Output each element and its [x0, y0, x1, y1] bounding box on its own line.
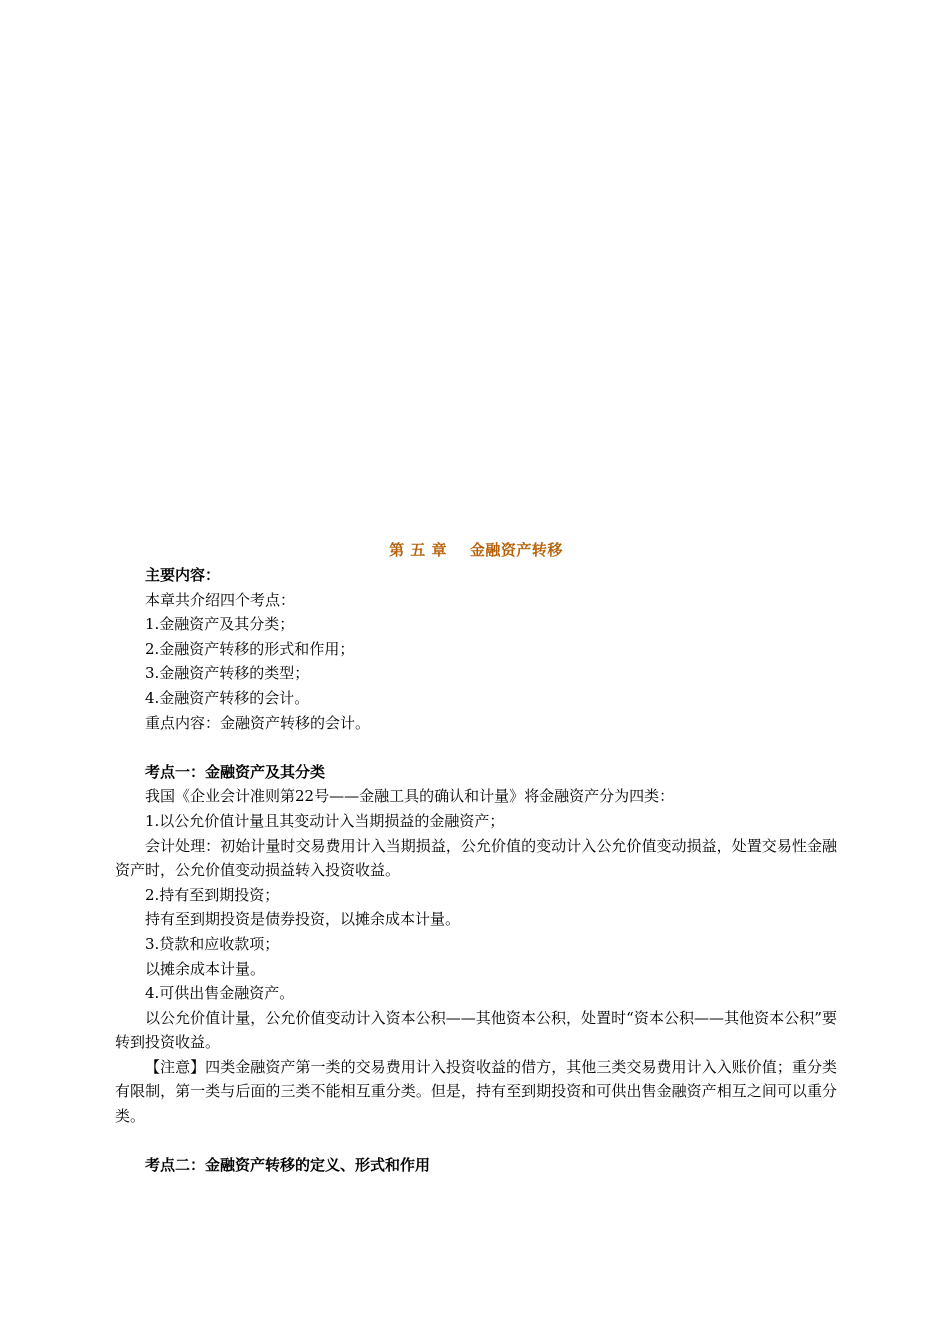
outline-item-4: 4.金融资产转移的会计。	[145, 688, 310, 707]
section1-paragraph: 以摊余成本计量。	[145, 959, 266, 978]
section1-paragraph: 1.以公允价值计量且其变动计入当期损益的金融资产；	[145, 811, 505, 830]
key-point-text: 重点内容：金融资产转移的会计。	[145, 713, 371, 732]
section2-heading: 考点二：金融资产转移的定义、形式和作用	[145, 1156, 431, 1175]
outline-item-1: 1.金融资产及其分类；	[145, 615, 295, 634]
blank-line	[115, 735, 837, 760]
section1-paragraph: 会计处理：初始计量时交易费用计入当期损益，公允价值的变动计入公允价值变动损益，处置交易性金融资产时，公允价值变动损益转入投资收益。	[115, 836, 837, 880]
section1-paragraph: 持有至到期投资是债券投资，以摊余成本计量。	[145, 910, 461, 929]
section1-paragraph: 以公允价值计量，公允价值变动计入资本公积——其他资本公积，处置时“资本公积——其他资本公积”要转到投资收益。	[115, 1008, 837, 1052]
section1-paragraph: 4.可供出售金融资产。	[145, 984, 295, 1003]
section1-paragraph: 2.持有至到期投资；	[145, 885, 280, 904]
main-content-heading: 主要内容：	[145, 566, 221, 584]
chapter-title: 第 五 章 金融资产转移	[389, 541, 563, 559]
intro-text: 本章共介绍四个考点：	[145, 590, 296, 609]
document-body	[115, 538, 837, 1178]
outline-item-3: 3.金融资产转移的类型；	[145, 664, 310, 683]
section1-note: 【注意】四类金融资产第一类的交易费用计入投资收益的借方，其他三类交易费用计入入账价值；重分类有限制，第一类与后面的三类不能相互重分类。但是，持有至到期投资和可供出售金融资产相互之间可以重分类。	[115, 1057, 837, 1126]
section1-paragraph: 3.贷款和应收款项；	[145, 934, 280, 953]
blank-line	[115, 1129, 837, 1154]
outline-item-2: 2.金融资产转移的形式和作用；	[145, 639, 355, 658]
section1-paragraph: 我国《企业会计准则第22号——金融工具的确认和计量》将金融资产分为四类：	[145, 787, 675, 806]
section1-heading: 考点一：金融资产及其分类	[145, 762, 326, 781]
